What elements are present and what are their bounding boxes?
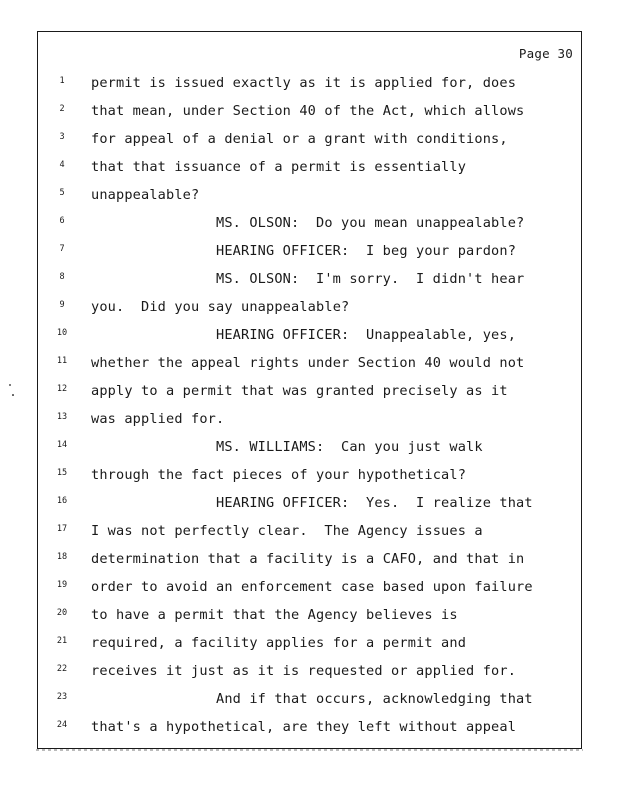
line-number: 13 <box>56 412 68 422</box>
line-text: HEARING OFFICER: Yes. I realize that <box>216 495 533 511</box>
transcript-line <box>38 102 581 130</box>
line-text: you. Did you say unappealable? <box>91 299 350 315</box>
transcript-line <box>38 550 581 578</box>
line-number: 4 <box>59 160 65 170</box>
line-text: that that issuance of a permit is essentially <box>91 159 467 175</box>
line-number: 9 <box>59 300 65 310</box>
line-number: 20 <box>56 608 68 618</box>
scan-speck <box>12 394 14 396</box>
line-text: receives it just as it is requested or applied for. <box>91 663 517 679</box>
line-text: for appeal of a denial or a grant with conditions, <box>91 131 508 147</box>
line-number: 15 <box>56 468 68 478</box>
line-text: permit is issued exactly as it is applied for, does <box>91 75 517 91</box>
line-number: 1 <box>59 76 65 86</box>
line-text: unappealable? <box>91 187 200 203</box>
transcript-line <box>38 662 581 690</box>
transcript-page <box>37 31 582 749</box>
transcript-line <box>38 606 581 634</box>
line-text: MS. OLSON: I'm sorry. I didn't hear <box>216 271 525 287</box>
line-text: required, a facility applies for a permit and <box>91 635 467 651</box>
line-text: whether the appeal rights under Section 40 would not <box>91 355 525 371</box>
line-number: 3 <box>59 132 65 142</box>
line-number: 14 <box>56 440 68 450</box>
line-number: 10 <box>56 328 68 338</box>
line-text: determination that a facility is a CAFO, and that in <box>91 551 525 567</box>
transcript-line <box>38 242 581 270</box>
transcript-line <box>38 158 581 186</box>
line-number: 7 <box>59 244 65 254</box>
line-text: that's a hypothetical, are they left without appeal <box>91 719 517 735</box>
line-number: 5 <box>59 188 65 198</box>
transcript-line <box>38 438 581 466</box>
line-number: 21 <box>56 636 68 646</box>
line-text: apply to a permit that was granted precisely as it <box>91 383 508 399</box>
line-number: 19 <box>56 580 68 590</box>
line-number: 12 <box>56 384 68 394</box>
transcript-line <box>38 298 581 326</box>
transcript-line <box>38 270 581 298</box>
transcript-line <box>38 186 581 214</box>
transcript-line <box>38 214 581 242</box>
line-text: MS. WILLIAMS: Can you just walk <box>216 439 483 455</box>
transcript-line <box>38 354 581 382</box>
line-text: through the fact pieces of your hypothetical? <box>91 467 467 483</box>
transcript-line <box>38 410 581 438</box>
line-number: 16 <box>56 496 68 506</box>
line-number: 24 <box>56 720 68 730</box>
line-number: 6 <box>59 216 65 226</box>
line-text: was applied for. <box>91 411 225 427</box>
transcript-line <box>38 326 581 354</box>
transcript-line <box>38 130 581 158</box>
page-number: Page 30 <box>518 46 573 61</box>
scan-edge-shadow <box>36 749 583 751</box>
scan-speck <box>9 384 11 386</box>
transcript-line <box>38 718 581 746</box>
transcript-line <box>38 382 581 410</box>
line-number: 18 <box>56 552 68 562</box>
line-number: 2 <box>59 104 65 114</box>
transcript-line <box>38 634 581 662</box>
transcript-line <box>38 578 581 606</box>
line-text: And if that occurs, acknowledging that <box>216 691 533 707</box>
line-number: 17 <box>56 524 68 534</box>
line-text: order to avoid an enforcement case based upon failure <box>91 579 533 595</box>
transcript-line <box>38 494 581 522</box>
transcript-line <box>38 690 581 718</box>
line-number: 22 <box>56 664 68 674</box>
line-text: to have a permit that the Agency believes is <box>91 607 458 623</box>
transcript-line <box>38 522 581 550</box>
transcript-line <box>38 466 581 494</box>
line-text: that mean, under Section 40 of the Act, which allows <box>91 103 525 119</box>
line-number: 8 <box>59 272 65 282</box>
line-number: 23 <box>56 692 68 702</box>
line-text: HEARING OFFICER: I beg your pardon? <box>216 243 517 259</box>
line-text: HEARING OFFICER: Unappealable, yes, <box>216 327 517 343</box>
transcript-line <box>38 74 581 102</box>
line-text: I was not perfectly clear. The Agency issues a <box>91 523 483 539</box>
line-number: 11 <box>56 356 68 366</box>
line-text: MS. OLSON: Do you mean unappealable? <box>216 215 525 231</box>
